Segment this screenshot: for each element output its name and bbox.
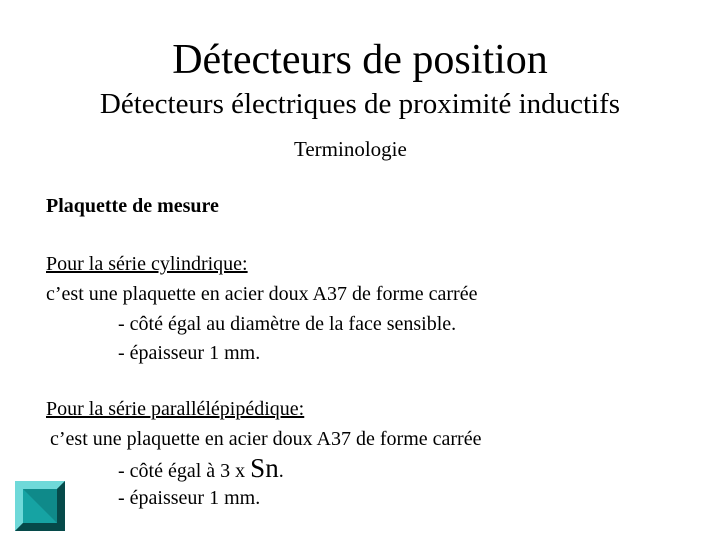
parallelepiped-side-item bbox=[118, 455, 284, 484]
section-label: Terminologie bbox=[294, 137, 407, 161]
parallelepiped-thickness-item: - épaisseur 1 mm. bbox=[118, 487, 261, 509]
back-navigation-button[interactable] bbox=[15, 481, 65, 531]
side-item-suffix: . bbox=[278, 460, 284, 482]
back-arrow-icon bbox=[15, 481, 65, 531]
side-item-prefix: - côté égal à 3 x bbox=[118, 460, 251, 482]
parallelepiped-series-label: Pour la série parallélépipédique: bbox=[46, 398, 305, 420]
slide-subtitle: Détecteurs électriques de proximité inductifs bbox=[99, 88, 621, 120]
cylindrical-thickness-item: - épaisseur 1 mm. bbox=[118, 342, 261, 364]
cylindrical-side-item: - côté égal au diamètre de la face sensible. bbox=[118, 313, 457, 335]
sn-symbol: Sn bbox=[250, 453, 279, 483]
parallelepiped-series-description: c’est une plaquette en acier doux A37 de forme carrée bbox=[50, 428, 482, 450]
cylindrical-series-label: Pour la série cylindrique: bbox=[46, 253, 248, 275]
cylindrical-series-description: c’est une plaquette en acier doux A37 de forme carrée bbox=[46, 283, 478, 305]
slide-title: Détecteurs de position bbox=[172, 37, 548, 83]
measurement-plate-heading: Plaquette de mesure bbox=[46, 195, 219, 217]
